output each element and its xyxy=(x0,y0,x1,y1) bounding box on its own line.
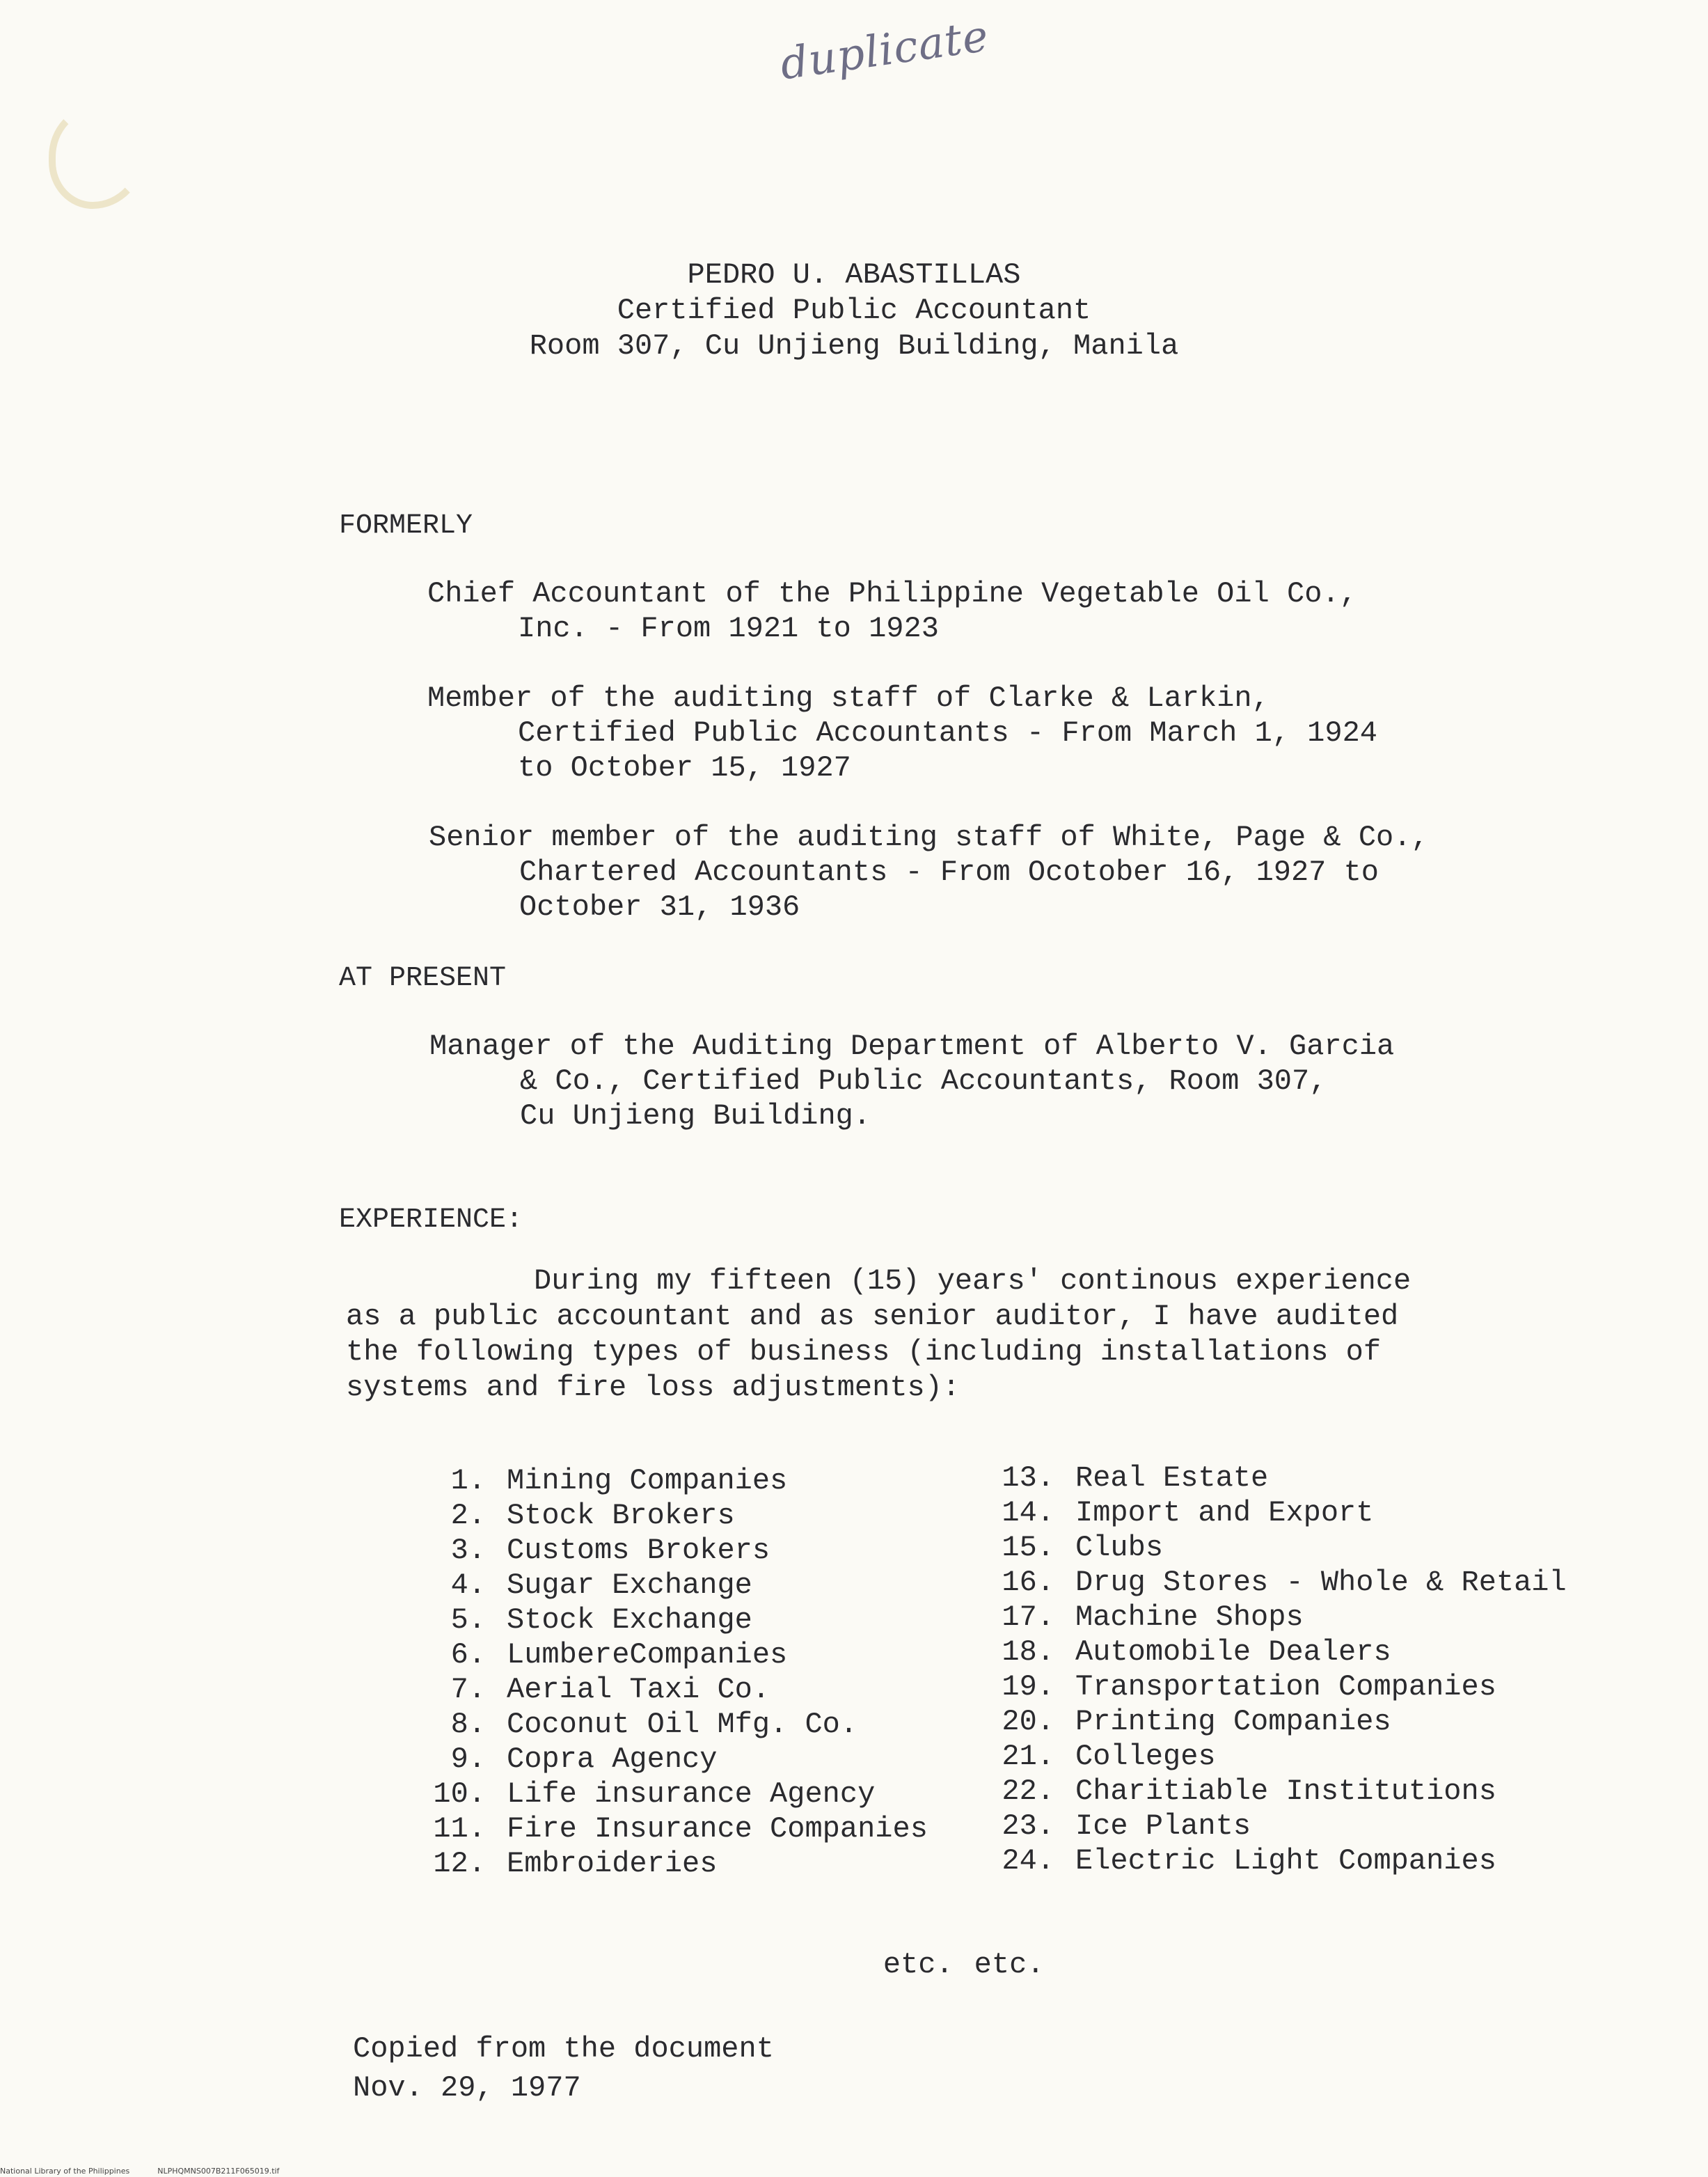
list-item-number: 21. xyxy=(1002,1740,1054,1773)
list-item-number: 20. xyxy=(1002,1705,1054,1738)
formerly-item-line: Certified Public Accountants - From March 1, 1924 xyxy=(518,716,1378,750)
list-item-number: 9. xyxy=(450,1743,486,1776)
list-item-label: Copra Agency xyxy=(507,1743,718,1776)
list-item xyxy=(971,1704,1567,1739)
list-item xyxy=(402,1846,928,1881)
list-item-number: 6. xyxy=(450,1638,486,1672)
experience-paragraph xyxy=(346,1264,1411,1406)
list-item-number: 13. xyxy=(1002,1461,1054,1495)
list-item xyxy=(971,1809,1567,1844)
list-item-number: 22. xyxy=(1002,1775,1054,1808)
list-item-label: Transportation Companies xyxy=(1075,1670,1496,1704)
list-item-label: Machine Shops xyxy=(1075,1601,1304,1634)
list-item-number: 19. xyxy=(1002,1670,1054,1704)
list-item-label: Electric Light Companies xyxy=(1075,1844,1496,1878)
experience-line: During my fifteen (15) years' continous experience xyxy=(534,1264,1412,1298)
list-item xyxy=(971,1844,1567,1878)
list-item xyxy=(402,1742,928,1777)
list-item xyxy=(971,1739,1567,1774)
list-item xyxy=(402,1463,928,1498)
list-item xyxy=(971,1774,1567,1809)
experience-line: the following types of business (including installations of xyxy=(346,1335,1382,1369)
list-item xyxy=(402,1707,928,1742)
present-item-line: Manager of the Auditing Department of Alberto V. Garcia xyxy=(429,1030,1395,1063)
list-item-label: Stock Brokers xyxy=(507,1499,735,1532)
etc-text: etc. xyxy=(974,1948,1045,1981)
list-item xyxy=(402,1777,928,1811)
list-item-number: 12. xyxy=(433,1847,486,1880)
experience-line: as a public accountant and as senior auditor, I have audited xyxy=(346,1300,1399,1333)
list-item-label: Ice Plants xyxy=(1075,1809,1251,1843)
list-item-number: 18. xyxy=(1002,1635,1054,1669)
letterhead xyxy=(0,258,1708,364)
list-item-number: 4. xyxy=(450,1569,486,1602)
archive-file: NLPHQMNS007B211F065019.tif xyxy=(157,2167,280,2176)
experience-line: systems and fire loss adjustments): xyxy=(346,1371,960,1404)
list-item-label: Real Estate xyxy=(1075,1461,1269,1495)
list-item xyxy=(971,1600,1567,1635)
footer-date: Nov. 29, 1977 xyxy=(353,2071,581,2105)
list-item-label: Life insurance Agency xyxy=(507,1777,876,1811)
etc-line xyxy=(813,1915,1065,2015)
formerly-item xyxy=(427,681,1377,785)
list-item xyxy=(402,1533,928,1568)
list-item-number: 8. xyxy=(450,1708,486,1741)
list-item-label: LumbereCompanies xyxy=(507,1638,788,1672)
list-item xyxy=(402,1498,928,1533)
list-item xyxy=(402,1603,928,1637)
list-item-label: Stock Exchange xyxy=(507,1603,752,1637)
archive-source: National Library of the Philippines xyxy=(0,2167,130,2176)
coffee-stain xyxy=(49,104,146,209)
footer-note xyxy=(353,2029,774,2107)
formerly-item-line: Member of the auditing staff of Clarke & Larkin, xyxy=(427,682,1270,715)
etc-text: etc. xyxy=(883,1948,954,1981)
business-list-left xyxy=(402,1463,928,1881)
list-item-label: Sugar Exchange xyxy=(507,1569,752,1602)
list-item xyxy=(971,1669,1567,1704)
list-item-label: Mining Companies xyxy=(507,1464,788,1498)
list-item-number: 2. xyxy=(450,1499,486,1532)
formerly-heading: FORMERLY xyxy=(339,510,473,542)
experience-heading: EXPERIENCE: xyxy=(339,1204,523,1236)
formerly-item-line: Inc. - From 1921 to 1923 xyxy=(518,612,939,645)
formerly-item-line: Chartered Accountants - From Ocotober 16, 1927 to xyxy=(519,856,1379,889)
author-name: PEDRO U. ABASTILLAS xyxy=(687,258,1021,292)
formerly-item-line: Chief Accountant of the Philippine Vegetable Oil Co., xyxy=(427,577,1357,611)
list-item-number: 23. xyxy=(1002,1809,1054,1843)
list-item-number: 3. xyxy=(450,1534,486,1567)
list-item-label: Automobile Dealers xyxy=(1075,1635,1391,1669)
footer-line: Copied from the document xyxy=(353,2032,774,2066)
list-item-label: Colleges xyxy=(1075,1740,1216,1773)
list-item-number: 1. xyxy=(450,1464,486,1498)
list-item-number: 15. xyxy=(1002,1531,1054,1564)
author-title: Certified Public Accountant xyxy=(617,294,1091,327)
present-heading: AT PRESENT xyxy=(339,963,507,994)
list-item xyxy=(402,1811,928,1846)
list-item-label: Printing Companies xyxy=(1075,1705,1391,1738)
list-item-number: 7. xyxy=(450,1673,486,1706)
list-item-number: 14. xyxy=(1002,1496,1054,1530)
author-address: Room 307, Cu Unjieng Building, Manila xyxy=(529,329,1179,363)
list-item-number: 10. xyxy=(433,1777,486,1811)
list-item-number: 5. xyxy=(450,1603,486,1637)
formerly-item-line: Senior member of the auditing staff of White, Page & Co., xyxy=(429,821,1429,854)
list-item-number: 24. xyxy=(1002,1844,1054,1878)
list-item xyxy=(971,1495,1567,1530)
list-item-label: Import and Export xyxy=(1075,1496,1374,1530)
list-item-number: 11. xyxy=(433,1812,486,1846)
list-item-label: Fire Insurance Companies xyxy=(507,1812,928,1846)
list-item-number: 17. xyxy=(1002,1601,1054,1634)
list-item xyxy=(402,1568,928,1603)
list-item xyxy=(971,1461,1567,1495)
list-item-label: Drug Stores - Whole & Retail xyxy=(1075,1566,1567,1599)
list-item xyxy=(402,1672,928,1707)
list-item-label: Aerial Taxi Co. xyxy=(507,1673,770,1706)
archive-caption xyxy=(0,2167,307,2176)
list-item-label: Charitiable Institutions xyxy=(1075,1775,1496,1808)
list-item xyxy=(971,1635,1567,1669)
list-item-number: 16. xyxy=(1002,1566,1054,1599)
formerly-item-line: to October 15, 1927 xyxy=(518,751,851,785)
list-item xyxy=(402,1637,928,1672)
handwritten-annotation: duplicate xyxy=(777,10,992,90)
list-item-label: Embroideries xyxy=(507,1847,718,1880)
present-item-line: & Co., Certified Public Accountants, Room 307, xyxy=(520,1064,1327,1098)
present-item xyxy=(429,1029,1394,1133)
present-item-line: Cu Unjieng Building. xyxy=(520,1099,871,1133)
list-item-label: Customs Brokers xyxy=(507,1534,770,1567)
list-item-label: Coconut Oil Mfg. Co. xyxy=(507,1708,858,1741)
formerly-item-line: October 31, 1936 xyxy=(519,890,800,924)
formerly-item xyxy=(429,820,1429,925)
list-item xyxy=(971,1565,1567,1600)
list-item-label: Clubs xyxy=(1075,1531,1164,1564)
list-item xyxy=(971,1530,1567,1565)
formerly-item xyxy=(427,576,1357,646)
business-list-right xyxy=(971,1461,1567,1878)
